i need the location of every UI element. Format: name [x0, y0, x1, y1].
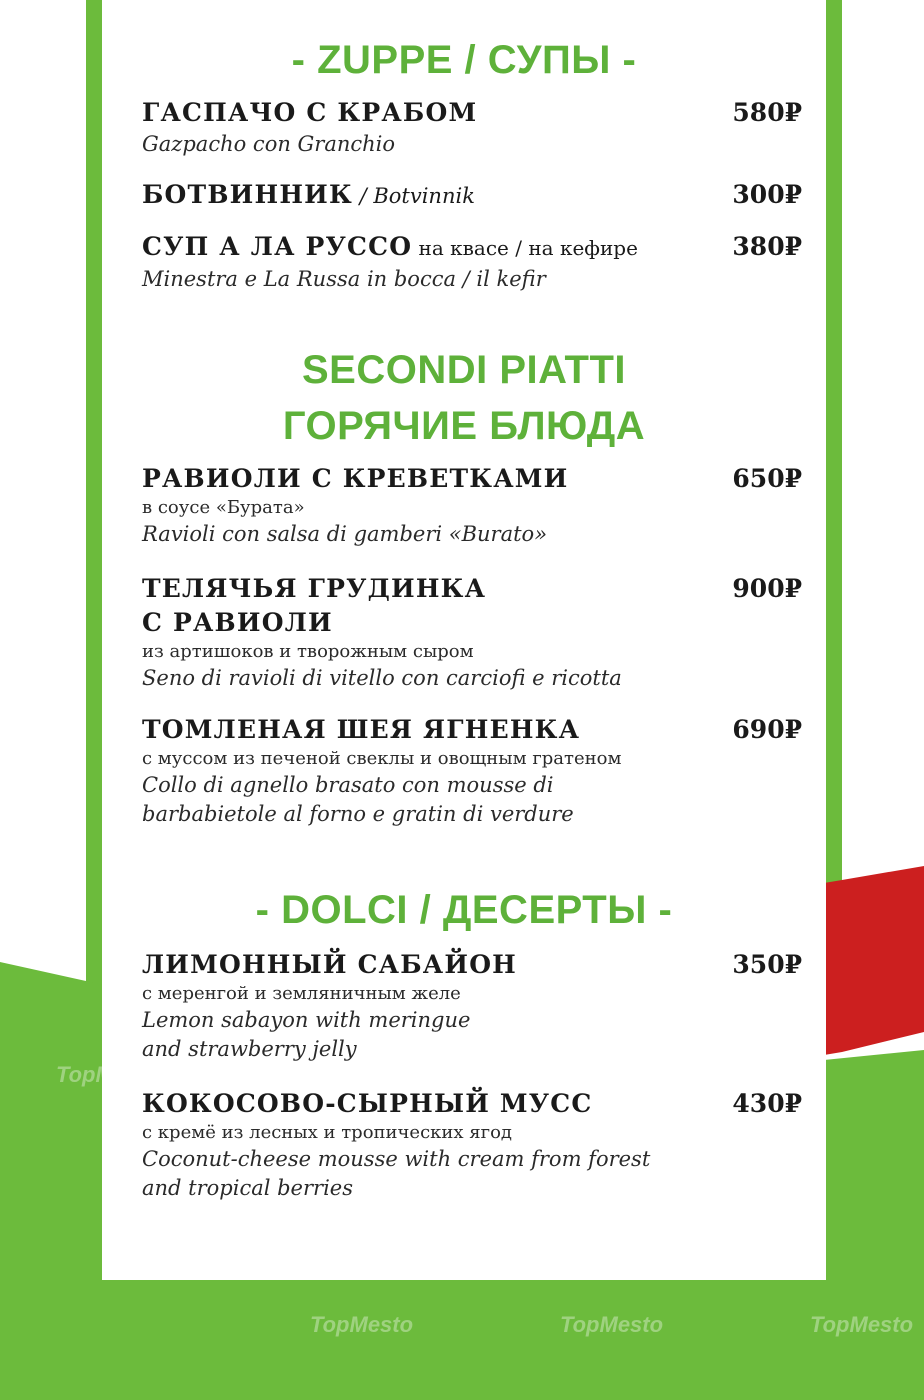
item-price: 430₽ — [732, 1089, 802, 1118]
item-translation: Gazpacho con Granchio — [142, 132, 396, 156]
item-description: из артишоков и творожным сыром — [142, 641, 474, 662]
menu-item — [142, 713, 802, 829]
item-name: БОТВИННИК — [142, 180, 353, 209]
item-name: РАВИОЛИ С КРЕВЕТКАМИ — [142, 464, 569, 493]
menu-item — [142, 572, 802, 693]
section-subtitle-secondi: ГОРЯЧИЕ БЛЮДА — [282, 404, 646, 448]
item-name: ГАСПАЧО С КРАБОМ — [142, 98, 478, 127]
menu-item — [142, 96, 802, 159]
item-description: с меренгой и земляничным желе — [142, 983, 461, 1004]
item-name: КОКОСОВО-СЫРНЫЙ МУСС — [142, 1089, 593, 1118]
item-name-suffix: / Botvinnik — [352, 184, 475, 208]
item-price: 350₽ — [732, 950, 802, 979]
menu-item — [142, 1087, 802, 1203]
item-price: 300₽ — [732, 180, 802, 209]
section-title-dolci: - DOLCI / ДЕСЕРТЫ - — [255, 888, 673, 932]
item-name: ЛИМОННЫЙ САБАЙОН — [142, 950, 517, 979]
section-title-secondi: SECONDI PIATTI — [301, 348, 627, 392]
item-translation-cont: and strawberry jelly — [142, 1037, 357, 1061]
item-price: 650₽ — [732, 464, 802, 493]
red-flag-stripe — [842, 866, 924, 1052]
item-name-row — [142, 178, 802, 213]
item-translation: Ravioli con salsa di gamberi «Burato» — [142, 522, 548, 546]
item-name: ТОМЛЕНАЯ ШЕЯ ЯГНЕНКА — [142, 715, 581, 744]
item-translation: Coconut-cheese mousse with cream from forest — [142, 1147, 651, 1171]
item-description: с муссом из печеной свеклы и овощным гратеном — [142, 748, 622, 769]
item-price: 690₽ — [732, 715, 802, 744]
item-name-note: на квасе / на кефире — [412, 236, 638, 260]
item-name-row — [142, 230, 802, 265]
watermark: TopMesto — [560, 1312, 664, 1337]
item-price: 900₽ — [732, 574, 802, 603]
item-translation: Lemon sabayon with meringue — [142, 1008, 471, 1032]
item-name: ТЕЛЯЧЬЯ ГРУДИНКА — [142, 574, 487, 603]
item-price: 580₽ — [732, 98, 802, 127]
section-title-zuppe: - ZUPPE / СУПЫ - — [291, 38, 637, 82]
item-description: в соусе «Бурата» — [142, 497, 305, 518]
menu-card — [102, 0, 826, 1280]
item-price: 380₽ — [732, 232, 802, 261]
red-flag-stripe-inner — [824, 880, 842, 1055]
green-right-strip — [824, 0, 842, 900]
menu-item — [142, 178, 802, 213]
green-bottom-band — [0, 1278, 924, 1400]
menu-item — [142, 230, 802, 294]
menu-item — [142, 948, 802, 1064]
item-translation: Seno di ravioli di vitello con carciofi e ricotta — [142, 666, 622, 690]
item-translation: Collo di agnello brasato con mousse di — [142, 773, 554, 797]
item-name: СУП А ЛА РУССО — [142, 232, 413, 261]
watermark: TopMesto — [310, 1312, 414, 1337]
item-translation-cont: barbabietole al forno e gratin di verdure — [142, 802, 574, 826]
item-name-cont: С РАВИОЛИ — [142, 608, 333, 637]
menu-item — [142, 462, 802, 549]
item-description: с кремё из лесных и тропических ягод — [142, 1122, 512, 1143]
item-translation-cont: and tropical berries — [142, 1176, 353, 1200]
watermark: TopMesto — [56, 1062, 160, 1087]
item-translation: Minestra e La Russa in bocca / il kefir — [142, 267, 546, 291]
watermark: TopMesto — [810, 1312, 914, 1337]
